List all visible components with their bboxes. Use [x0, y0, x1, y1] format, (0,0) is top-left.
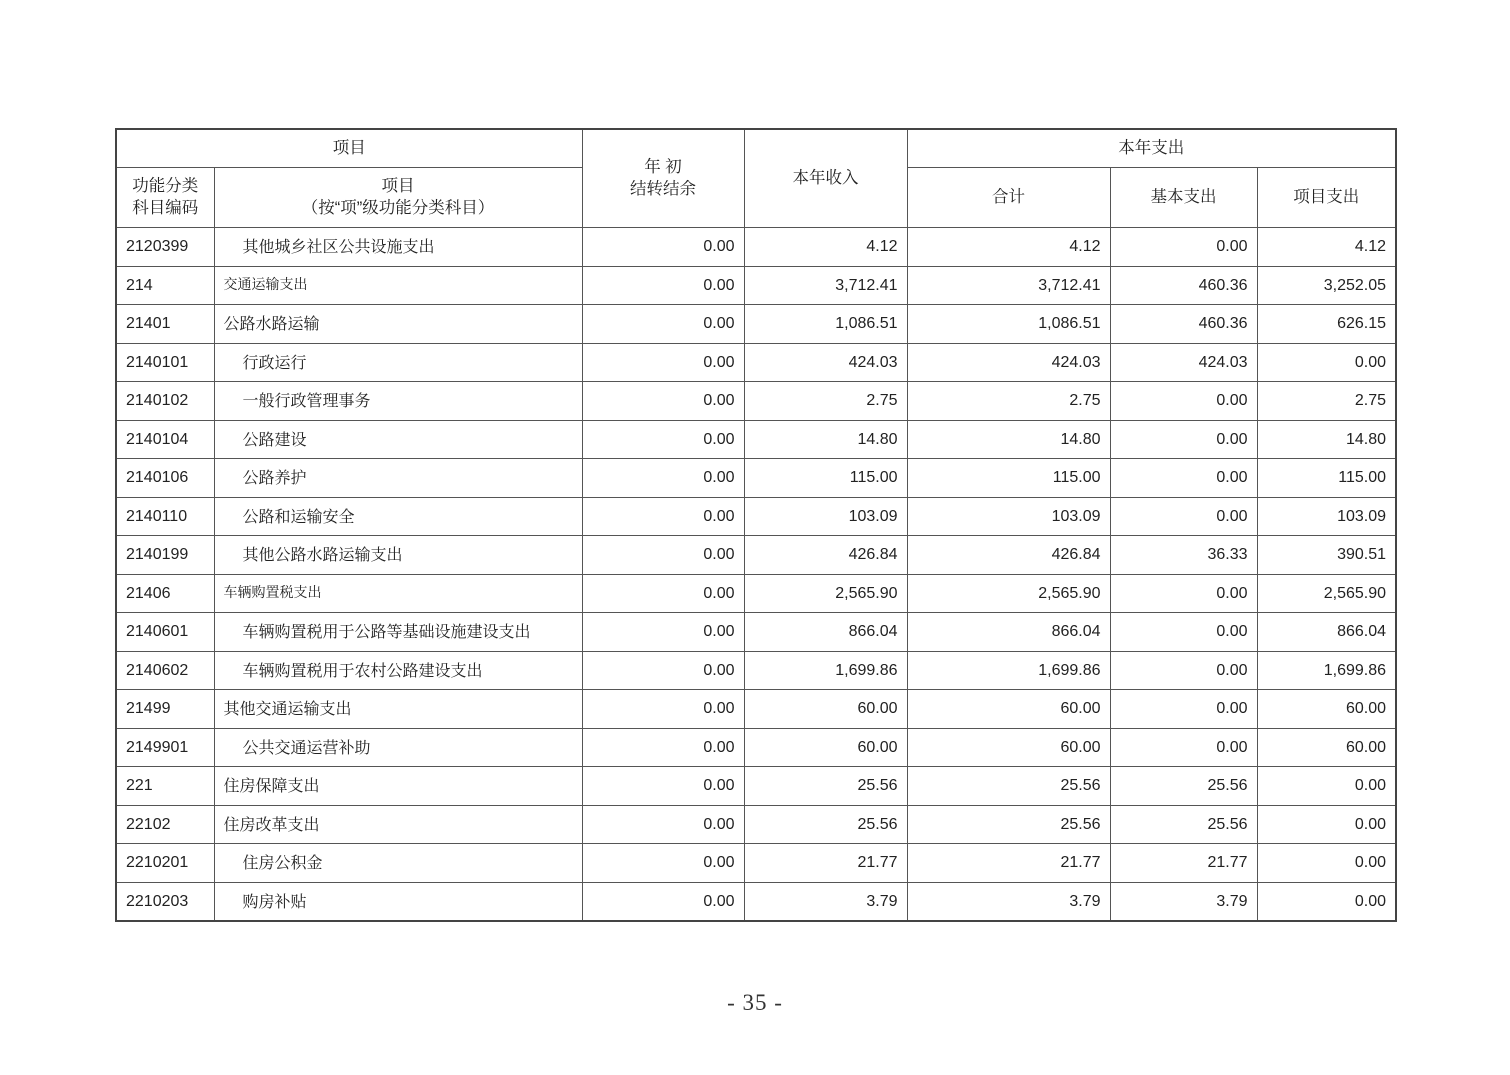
- cell-project: 115.00: [1257, 459, 1396, 498]
- cell-total: 2.75: [907, 382, 1110, 421]
- cell-code: 2140199: [116, 536, 214, 575]
- cell-carryover: 0.00: [582, 343, 744, 382]
- cell-total: 25.56: [907, 767, 1110, 806]
- cell-total: 25.56: [907, 805, 1110, 844]
- cell-total: 426.84: [907, 536, 1110, 575]
- table-row: [116, 228, 1396, 267]
- cell-project: 626.15: [1257, 305, 1396, 344]
- cell-basic: 0.00: [1110, 574, 1257, 613]
- cell-basic: 0.00: [1110, 613, 1257, 652]
- header-code-line1: 功能分类: [132, 177, 199, 196]
- cell-project: 1,699.86: [1257, 651, 1396, 690]
- cell-income: 426.84: [744, 536, 907, 575]
- header-name-line2: （按“项”级功能分类科目）: [301, 198, 495, 217]
- cell-name: 公路建设: [214, 420, 582, 459]
- table-row: [116, 266, 1396, 305]
- table-row: [116, 690, 1396, 729]
- cell-income: 60.00: [744, 728, 907, 767]
- cell-income: 60.00: [744, 690, 907, 729]
- header-carryover-line2: 结转结余: [630, 179, 696, 198]
- cell-code: 2149901: [116, 728, 214, 767]
- cell-income: 103.09: [744, 497, 907, 536]
- table-row: [116, 420, 1396, 459]
- cell-project: 14.80: [1257, 420, 1396, 459]
- cell-project: 0.00: [1257, 882, 1396, 921]
- table-row: [116, 805, 1396, 844]
- cell-name: 车辆购置税用于公路等基础设施建设支出: [214, 613, 582, 652]
- cell-carryover: 0.00: [582, 497, 744, 536]
- cell-income: 866.04: [744, 613, 907, 652]
- cell-income: 2,565.90: [744, 574, 907, 613]
- cell-basic: 0.00: [1110, 690, 1257, 729]
- budget-table: [115, 128, 1397, 922]
- table-row: [116, 382, 1396, 421]
- cell-total: 3.79: [907, 882, 1110, 921]
- cell-name: 住房改革支出: [214, 805, 582, 844]
- cell-carryover: 0.00: [582, 767, 744, 806]
- table-row: [116, 459, 1396, 498]
- cell-code: 2210203: [116, 882, 214, 921]
- cell-basic: 3.79: [1110, 882, 1257, 921]
- cell-carryover: 0.00: [582, 613, 744, 652]
- cell-basic: 460.36: [1110, 266, 1257, 305]
- cell-total: 115.00: [907, 459, 1110, 498]
- cell-total: 1,699.86: [907, 651, 1110, 690]
- cell-code: 2140102: [116, 382, 214, 421]
- cell-carryover: 0.00: [582, 882, 744, 921]
- table-row: [116, 882, 1396, 921]
- cell-code: 21406: [116, 574, 214, 613]
- cell-income: 1,699.86: [744, 651, 907, 690]
- cell-name: 住房公积金: [214, 844, 582, 883]
- header-project-group: 项目: [116, 129, 582, 168]
- cell-name: 住房保障支出: [214, 767, 582, 806]
- cell-basic: 460.36: [1110, 305, 1257, 344]
- cell-income: 424.03: [744, 343, 907, 382]
- cell-total: 60.00: [907, 728, 1110, 767]
- header-expense-group: 本年支出: [907, 129, 1396, 168]
- cell-code: 214: [116, 266, 214, 305]
- cell-carryover: 0.00: [582, 420, 744, 459]
- cell-total: 866.04: [907, 613, 1110, 652]
- cell-project: 2,565.90: [1257, 574, 1396, 613]
- cell-total: 2,565.90: [907, 574, 1110, 613]
- table-row: [116, 613, 1396, 652]
- header-total: 合计: [907, 168, 1110, 228]
- cell-project: 60.00: [1257, 690, 1396, 729]
- cell-name: 公共交通运营补助: [214, 728, 582, 767]
- cell-name: 公路和运输安全: [214, 497, 582, 536]
- cell-basic: 25.56: [1110, 805, 1257, 844]
- table-row: [116, 651, 1396, 690]
- cell-project: 103.09: [1257, 497, 1396, 536]
- header-name-line1: 项目: [381, 177, 415, 196]
- header-carryover: [582, 129, 744, 228]
- cell-name: 其他公路水路运输支出: [214, 536, 582, 575]
- cell-basic: 0.00: [1110, 420, 1257, 459]
- header-row-top: [116, 129, 1396, 168]
- cell-income: 1,086.51: [744, 305, 907, 344]
- cell-code: 221: [116, 767, 214, 806]
- cell-name: 公路水路运输: [214, 305, 582, 344]
- cell-name: 一般行政管理事务: [214, 382, 582, 421]
- table-row: [116, 536, 1396, 575]
- cell-project: 60.00: [1257, 728, 1396, 767]
- cell-name: 车辆购置税用于农村公路建设支出: [214, 651, 582, 690]
- table-row: [116, 497, 1396, 536]
- cell-project: 0.00: [1257, 343, 1396, 382]
- cell-income: 3,712.41: [744, 266, 907, 305]
- header-income: 本年收入: [744, 129, 907, 228]
- cell-basic: 0.00: [1110, 651, 1257, 690]
- cell-name: 行政运行: [214, 343, 582, 382]
- cell-basic: 0.00: [1110, 459, 1257, 498]
- cell-carryover: 0.00: [582, 805, 744, 844]
- cell-project: 866.04: [1257, 613, 1396, 652]
- cell-code: 22102: [116, 805, 214, 844]
- cell-carryover: 0.00: [582, 459, 744, 498]
- cell-carryover: 0.00: [582, 690, 744, 729]
- header-code: [116, 168, 214, 228]
- cell-carryover: 0.00: [582, 228, 744, 267]
- cell-project: 0.00: [1257, 805, 1396, 844]
- table-header: [116, 129, 1396, 228]
- header-code-line2: 科目编码: [132, 198, 199, 217]
- cell-code: 2210201: [116, 844, 214, 883]
- cell-code: 2140110: [116, 497, 214, 536]
- header-name: [214, 168, 582, 228]
- table-row: [116, 574, 1396, 613]
- cell-basic: 0.00: [1110, 728, 1257, 767]
- cell-income: 25.56: [744, 805, 907, 844]
- table-row: [116, 343, 1396, 382]
- cell-basic: 25.56: [1110, 767, 1257, 806]
- cell-code: 2140104: [116, 420, 214, 459]
- cell-total: 60.00: [907, 690, 1110, 729]
- cell-carryover: 0.00: [582, 844, 744, 883]
- cell-carryover: 0.00: [582, 574, 744, 613]
- cell-basic: 21.77: [1110, 844, 1257, 883]
- cell-code: 2120399: [116, 228, 214, 267]
- header-carryover-line1: 年 初: [644, 158, 682, 177]
- table-body: [116, 228, 1396, 922]
- cell-code: 2140101: [116, 343, 214, 382]
- cell-carryover: 0.00: [582, 728, 744, 767]
- cell-code: 21401: [116, 305, 214, 344]
- table-row: [116, 728, 1396, 767]
- cell-income: 2.75: [744, 382, 907, 421]
- cell-total: 3,712.41: [907, 266, 1110, 305]
- cell-carryover: 0.00: [582, 266, 744, 305]
- cell-carryover: 0.00: [582, 305, 744, 344]
- cell-name: 其他交通运输支出: [214, 690, 582, 729]
- cell-carryover: 0.00: [582, 651, 744, 690]
- cell-total: 14.80: [907, 420, 1110, 459]
- cell-name: 购房补贴: [214, 882, 582, 921]
- table-row: [116, 844, 1396, 883]
- cell-basic: 0.00: [1110, 382, 1257, 421]
- table-row: [116, 305, 1396, 344]
- table-row: [116, 767, 1396, 806]
- header-project: 项目支出: [1257, 168, 1396, 228]
- cell-carryover: 0.00: [582, 382, 744, 421]
- cell-name: 交通运输支出: [214, 266, 582, 305]
- cell-project: 3,252.05: [1257, 266, 1396, 305]
- cell-project: 390.51: [1257, 536, 1396, 575]
- cell-income: 14.80: [744, 420, 907, 459]
- cell-carryover: 0.00: [582, 536, 744, 575]
- cell-total: 424.03: [907, 343, 1110, 382]
- cell-income: 21.77: [744, 844, 907, 883]
- cell-code: 21499: [116, 690, 214, 729]
- cell-basic: 424.03: [1110, 343, 1257, 382]
- cell-total: 21.77: [907, 844, 1110, 883]
- cell-basic: 0.00: [1110, 497, 1257, 536]
- cell-name: 公路养护: [214, 459, 582, 498]
- page-number: - 35 -: [727, 990, 783, 1015]
- cell-project: 2.75: [1257, 382, 1396, 421]
- cell-project: 0.00: [1257, 844, 1396, 883]
- cell-code: 2140601: [116, 613, 214, 652]
- cell-income: 115.00: [744, 459, 907, 498]
- cell-code: 2140602: [116, 651, 214, 690]
- cell-income: 3.79: [744, 882, 907, 921]
- cell-total: 103.09: [907, 497, 1110, 536]
- cell-basic: 36.33: [1110, 536, 1257, 575]
- cell-project: 0.00: [1257, 767, 1396, 806]
- cell-total: 1,086.51: [907, 305, 1110, 344]
- cell-total: 4.12: [907, 228, 1110, 267]
- cell-name: 车辆购置税支出: [214, 574, 582, 613]
- cell-name: 其他城乡社区公共设施支出: [214, 228, 582, 267]
- cell-project: 4.12: [1257, 228, 1396, 267]
- cell-basic: 0.00: [1110, 228, 1257, 267]
- header-basic: 基本支出: [1110, 168, 1257, 228]
- cell-income: 4.12: [744, 228, 907, 267]
- cell-income: 25.56: [744, 767, 907, 806]
- cell-code: 2140106: [116, 459, 214, 498]
